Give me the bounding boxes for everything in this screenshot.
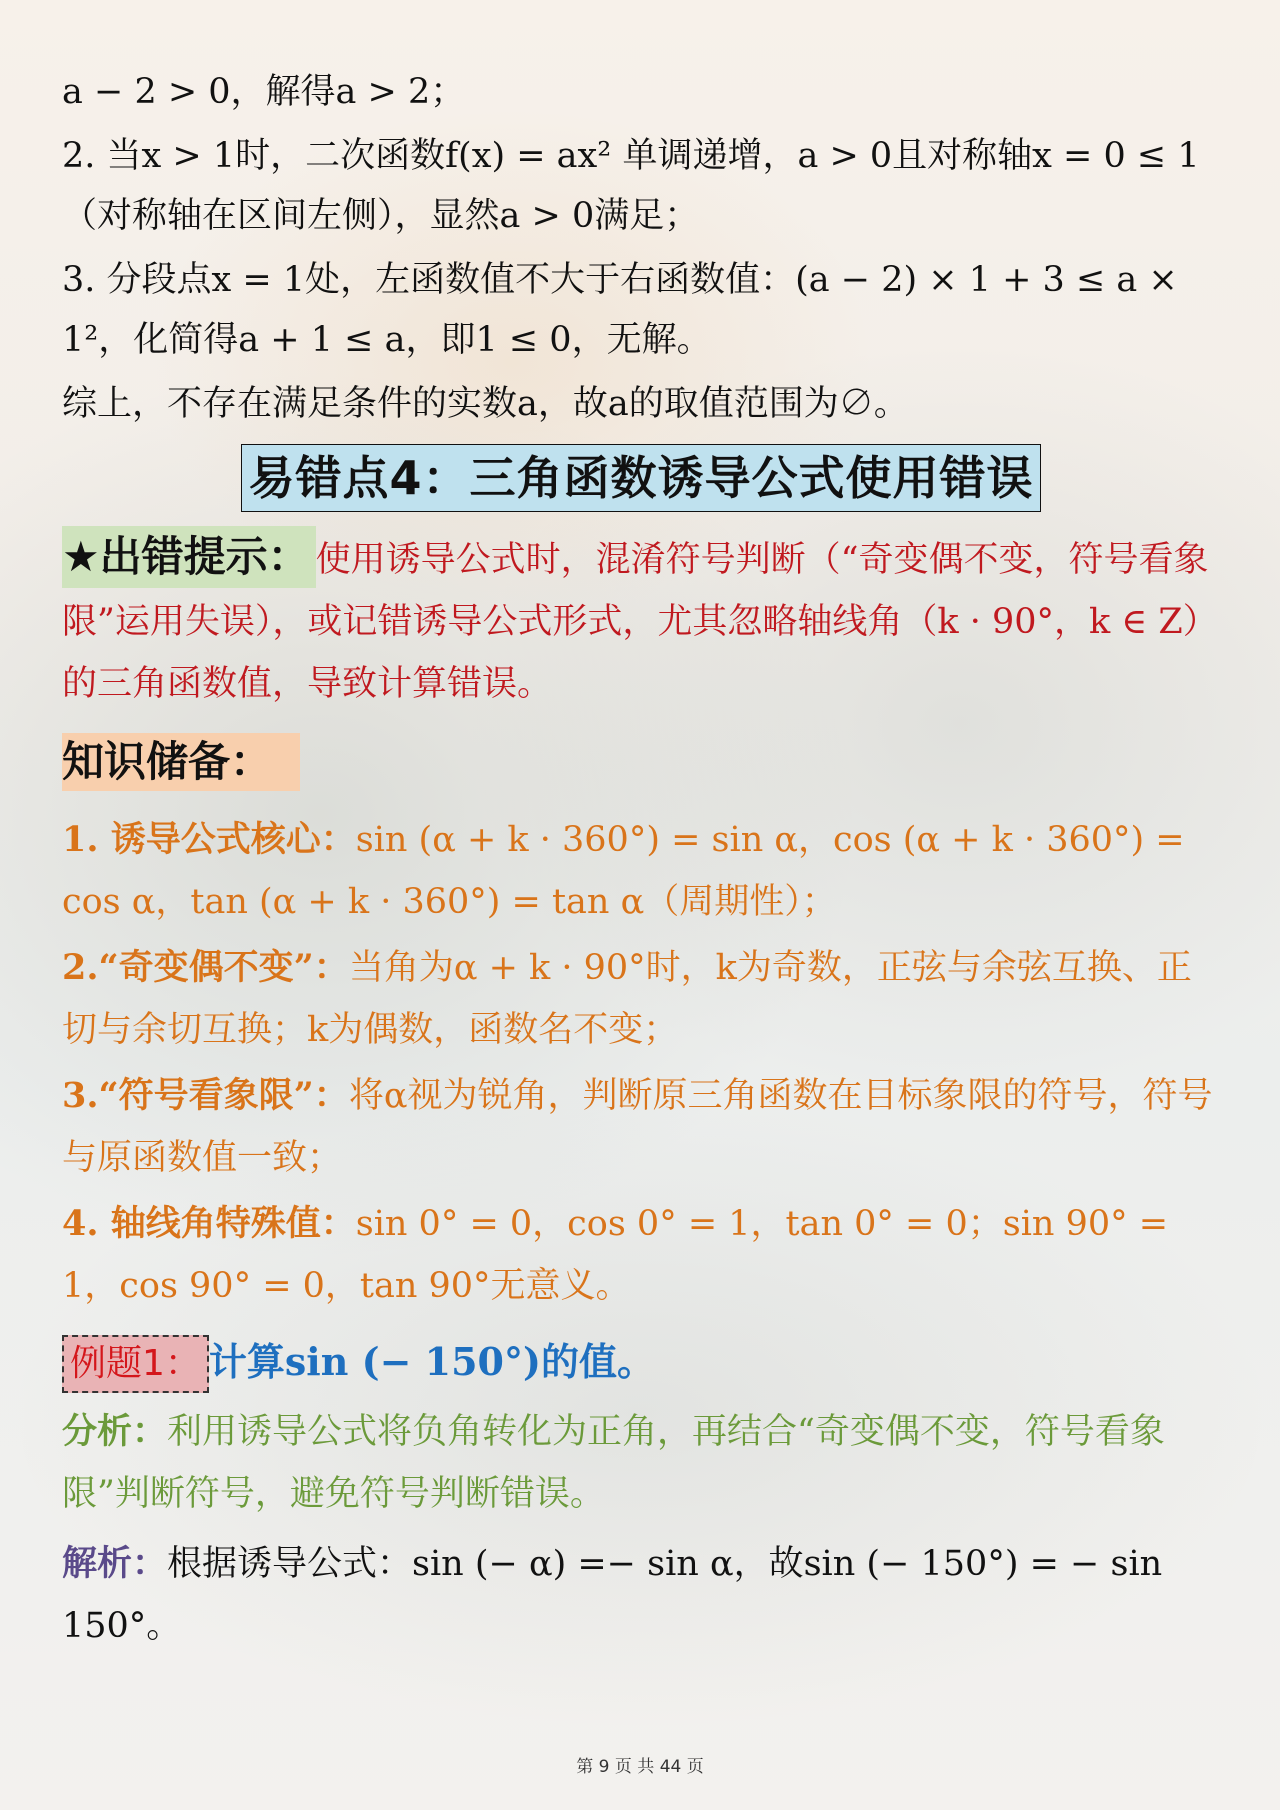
knowledge-item <box>62 809 1220 933</box>
text-line: a − 2 > 0，解得a > 2； <box>62 72 466 112</box>
page-footer: 第 9 页 共 44 页 <box>576 1757 704 1777</box>
solution-text: 根据诱导公式：sin (− α) =− sin α，故sin (− 150°) = − sin 150°。 <box>62 1544 1163 1646</box>
section-title-wrapper <box>62 444 1220 512</box>
analysis-block <box>62 1401 1220 1525</box>
example-row <box>62 1331 1220 1395</box>
knowledge-item-head: 3.“符号看象限”： <box>62 1075 349 1116</box>
analysis-label: 分析： <box>62 1411 168 1452</box>
analysis-text: 利用诱导公式将负角转化为正角，再结合“奇变偶不变，符号看象限”判断符号，避免符号判断错误。 <box>62 1412 1165 1514</box>
knowledge-item <box>62 1065 1220 1189</box>
knowledge-item-head: 1. 诱导公式核心： <box>62 819 356 860</box>
knowledge-item-body: sin (α + k · 360°) = sin α，cos (α + k · 360°) = cos α，tan (α + k · 360°) = tan α（周期性）； <box>62 820 1185 922</box>
error-hint <box>62 526 1220 715</box>
text-line: 3. 分段点x = 1处，左函数值不大于右函数值：(a − 2) × 1 + 3 ≤ a × 1²，化简得a + 1 ≤ a，即1 ≤ 0，无解。 <box>62 260 1178 360</box>
text-line: 综上，不存在满足条件的实数a，故a的取值范围为∅。 <box>62 384 909 424</box>
document-page <box>62 62 1220 1657</box>
knowledge-item-head: 2.“奇变偶不变”： <box>62 947 349 988</box>
knowledge-header <box>62 715 1220 809</box>
solution-label: 解析： <box>62 1543 168 1584</box>
knowledge-item <box>62 937 1220 1061</box>
example-label: 例题1： <box>62 1335 209 1393</box>
knowledge-label: 知识储备： <box>62 733 300 791</box>
knowledge-item <box>62 1193 1220 1317</box>
text-line: 2. 当x > 1时，二次函数f(x) = ax² 单调递增，a > 0且对称轴x = 0 ≤ 1（对称轴在区间左侧），显然a > 0满足； <box>62 136 1200 236</box>
error-hint-text: 使用诱导公式时，混淆符号判断（“奇变偶不变，符号看象限”运用失误），或记错诱导公式形式，尤其忽略轴线角（k · 90°，k ∈ Z）的三角函数值，导致计算错误。 <box>62 540 1218 704</box>
section-title: 易错点4：三角函数诱导公式使用错误 <box>241 444 1040 512</box>
solution-block <box>62 1533 1220 1657</box>
example-question: 计算sin (− 150°)的值。 <box>208 1339 655 1384</box>
knowledge-item-body: 将α视为锐角，判断原三角函数在目标象限的符号，符号与原函数值一致； <box>62 1076 1213 1178</box>
error-hint-label: ★出错提示： <box>62 526 316 588</box>
knowledge-item-head: 4. 轴线角特殊值： <box>62 1203 356 1244</box>
knowledge-item-body: sin 0° = 0，cos 0° = 1，tan 0° = 0；sin 90° = 1，cos 90° = 0，tan 90°无意义。 <box>62 1204 1169 1306</box>
knowledge-item-body: 当角为α + k · 90°时，k为奇数，正弦与余弦互换、正切与余切互换；k为偶数，函数名不变； <box>62 948 1192 1050</box>
